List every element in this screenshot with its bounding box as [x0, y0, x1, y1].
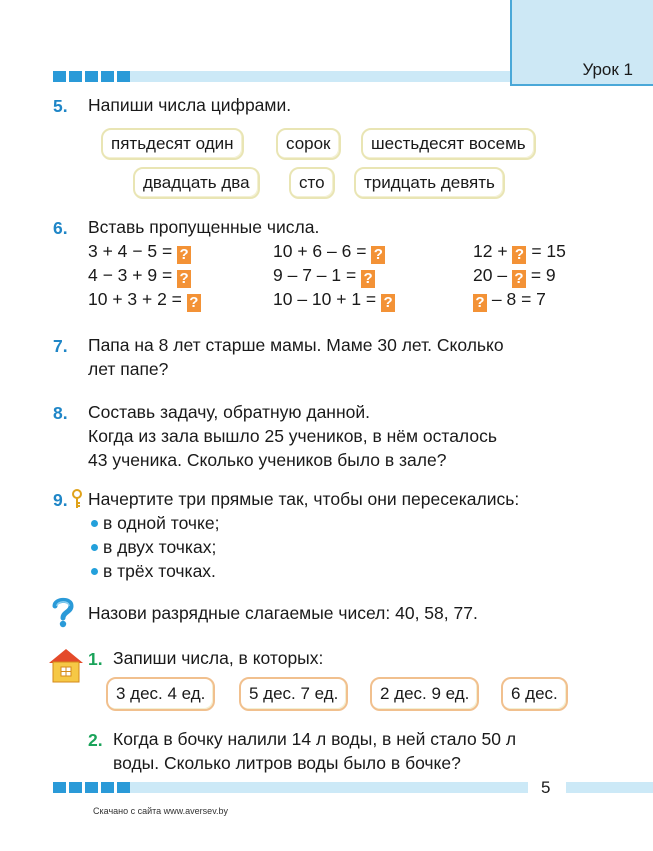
page-number: 5 — [541, 778, 551, 797]
missing-number-box: ? — [512, 270, 526, 288]
question-icon — [50, 596, 76, 628]
task9-bullet: в двух точках; — [91, 535, 216, 559]
lesson-tab — [510, 0, 653, 86]
digit-card: 3 дес. 4 ед. — [106, 677, 215, 711]
digit-card: 5 дес. 7 ед. — [239, 677, 348, 711]
digit-card: 6 дес. — [501, 677, 568, 711]
bullet-dot — [91, 544, 98, 551]
word-card: сорок — [276, 128, 341, 160]
lesson-label: Урок 1 — [582, 60, 633, 79]
missing-number-box: ? — [177, 246, 191, 264]
key-icon — [70, 489, 84, 509]
missing-number-box: ? — [371, 246, 385, 264]
equation: 10 + 3 + 2 = ? — [88, 289, 201, 312]
word-card: тридцать девять — [354, 167, 505, 199]
task8-number: 8. — [53, 403, 68, 423]
missing-number-box: ? — [512, 246, 526, 264]
homework1-text: Запиши числа, в которых: — [113, 648, 324, 668]
task9-prompt: Начертите три прямые так, чтобы они пересекались: — [88, 489, 520, 509]
task9-bullet: в одной точке; — [91, 511, 219, 535]
equation: 10 – 10 + 1 = ? — [273, 289, 395, 312]
task7-number: 7. — [53, 336, 68, 356]
word-card: двадцать два — [133, 167, 260, 199]
bullet-dot — [91, 520, 98, 527]
missing-number-box: ? — [187, 294, 201, 312]
task8-text: Составь задачу, обратную данной. Когда из зала вышло 25 учеников, в нём осталось 43 ученика. Сколько учеников было в зале? — [88, 402, 497, 470]
word-card: шестьдесят восемь — [361, 128, 536, 160]
missing-number-box: ? — [177, 270, 191, 288]
word-card: пятьдесят один — [101, 128, 244, 160]
missing-number-box: ? — [473, 294, 487, 312]
footer-decor-bar-right — [566, 782, 653, 793]
task9-number: 9. — [53, 490, 68, 510]
digit-card: 2 дес. 9 ед. — [370, 677, 479, 711]
equation: 9 – 7 – 1 = ? — [273, 265, 375, 288]
footer-decor-bar — [130, 782, 528, 793]
homework2-text: Когда в бочку налили 14 л воды, в ней стало 50 л воды. Сколько литров воды было в бочке? — [113, 729, 517, 773]
equation: ? – 8 = 7 — [473, 289, 546, 312]
homework2-number: 2. — [88, 730, 103, 750]
equation: 10 + 6 – 6 = ? — [273, 241, 385, 264]
equation: 4 − 3 + 9 = ? — [88, 265, 191, 288]
house-icon — [47, 646, 85, 684]
equation: 20 – ? = 9 — [473, 265, 556, 287]
question-text: Назови разрядные слагаемые чисел: 40, 58, 77. — [88, 603, 478, 623]
task5-prompt: Напиши числа цифрами. — [88, 95, 292, 115]
equation: 12 + ? = 15 — [473, 241, 566, 263]
bullet-dot — [91, 568, 98, 575]
word-card: сто — [289, 167, 335, 199]
missing-number-box: ? — [381, 294, 395, 312]
homework1-number: 1. — [88, 649, 103, 669]
task6-prompt: Вставь пропущенные числа. — [88, 217, 320, 237]
equation: 3 + 4 − 5 = ? — [88, 241, 191, 264]
task7-text: Папа на 8 лет старше мамы. Маме 30 лет. Сколько лет папе? — [88, 335, 504, 379]
task9-bullet: в трёх точках. — [91, 559, 216, 583]
task5-number: 5. — [53, 96, 68, 116]
task6-number: 6. — [53, 218, 68, 238]
header-decor-bar — [130, 71, 510, 82]
source-note: Скачано с сайта www.aversev.by — [93, 806, 229, 816]
missing-number-box: ? — [361, 270, 375, 288]
